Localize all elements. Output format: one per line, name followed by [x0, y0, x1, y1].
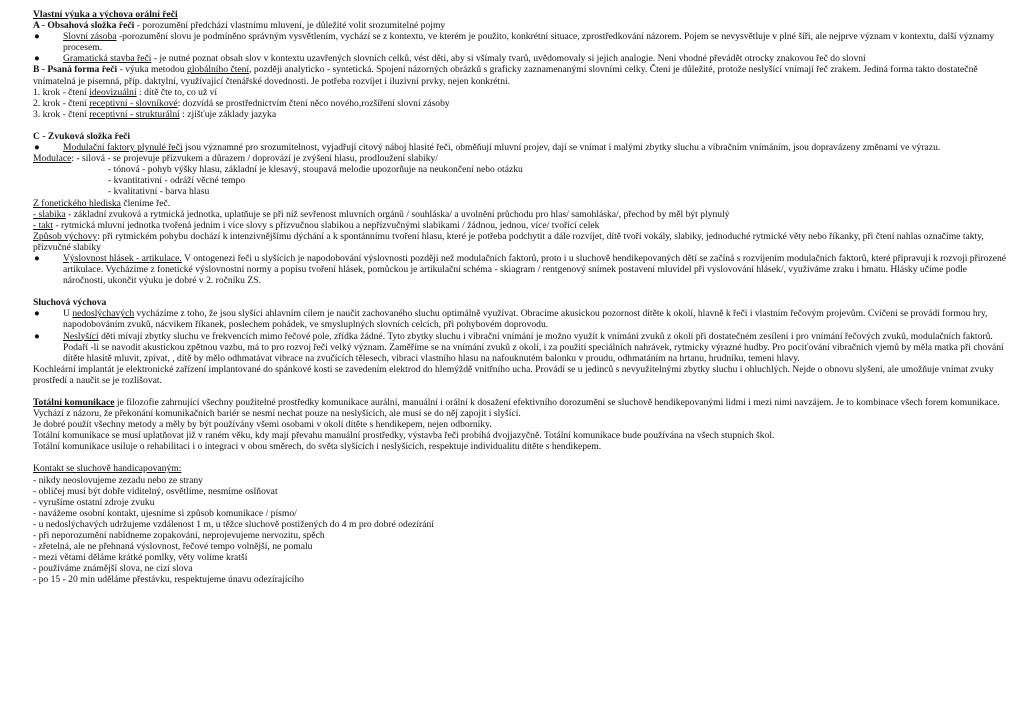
paragraph-modulace	[33, 153, 1008, 164]
list-item: - mezi větami děláme krátké pomlky, věty volíme kratší	[33, 552, 248, 564]
text-nedoslychavi: vycházíme z toho, že jsou slyšící ahlavním cílem je naučit zachovaného sluchu optimálně využívat. Obracíme akusickou pozornost dítěte k okolí, hlavně k řeči i vlastním řečovým projevům. Cvičení se provádí formou hry, napodobováním zvuků, nácvikem říkanek, poslechem pohádek, ve smysluplných slovních celcích, při pohybovém doprovodu.	[63, 308, 988, 331]
term-globalni-cteni: globálního čtení	[187, 64, 250, 76]
text-vyslovnost: V ontogenezi řeči u slyšících je napodobování výslovnosti později než modulačních faktorů, proto i u sluchově hendikepovaných dětí se začíná s rozvíjením modulačních faktorů, které připravují k rozvoji přirozené artikulace. Vycházíme z fonetické výslovnostní normy a popisu tvoření hlásek, pomůckou je artikulační schéma - skiagram / rentgenový snímek postavení mluvidel při vyslovování hlásek/, využíváme zraku i hmatu. Hlásky učíme podle náročnosti, ukončit výuku je dobré v 2. ročníku ZS.	[63, 252, 1007, 287]
text-zpusob-vychovy: : při rytmickém pohybu dochází k intenzivnějšímu dýchání a k spontánnímu tvoření hlasu, které je potřeba podchytit a dále rozvíjet, dítě tvoří vokály, slabiky, jednoduché rytmické věty nebo říkanky, při čtení nahlas označíme takty, přízvučné slabiky	[33, 230, 984, 253]
paragraph-slabika	[33, 209, 1008, 220]
text-psana-forma-1: - výuka metodou	[117, 64, 188, 76]
list-item: - používáme známější slova, ne cizí slova	[33, 563, 193, 575]
paragraph-takt	[33, 220, 1008, 231]
step-3	[33, 109, 1008, 120]
step-3-term: receptivní - strukturální	[89, 108, 180, 120]
paragraph-totalni-komunikace	[33, 397, 1008, 408]
paragraph-psana-forma	[33, 64, 1008, 86]
term-modulace: Modulace	[33, 153, 72, 165]
bullet-icon: ●	[34, 142, 40, 154]
heading-obsahova: A - Obsahová složka řeči	[33, 20, 135, 32]
list-item: - při neporozumění nabídneme zopakování, neprojevujeme nervozitu, spěch	[33, 530, 325, 542]
bullet-icon: ●	[34, 31, 40, 43]
bullet-neslysici	[33, 331, 1008, 364]
modulace-kvalitativni: - kvalitativní - barva hlasu	[108, 186, 210, 198]
bullet-vyslovnost	[33, 253, 1008, 286]
term-gramaticka-stavba: Gramatická stavba řeči	[63, 53, 152, 65]
term-slovni-zasoba: Slovní zásoba	[63, 31, 117, 43]
list-item: - vyrušíme ostatní zdroje zvuku	[33, 496, 155, 508]
bullet-nedoslychavi	[33, 308, 1008, 330]
text-totalni-3: Je dobré použít všechny metody a měly by být používány všemi osobami v okolí dítěte s hendikepem, nejen odborníky.	[33, 419, 492, 431]
step-3-text: : zjišťuje základy jazyka	[179, 108, 277, 120]
text-psana-forma-2: , později analyticko - syntetická. Spojení názorných obrázků s graficky zaznamenanými slovními celky. Čtení je důležité, protože neslyšící vnímají řeč zrakem. Jediná forma takto dostatečně vnímatelná je písemná, příp. daktylní, využívající čtenářské dovednosti. Je potřeba rozvíjet i iluzivní prvky, nejen konkrétní.	[33, 64, 978, 87]
text-modulace: : - silová - se projevuje přízvukem a důrazem / doprovází je zvýšení hlasu, prodloužení slabiky/	[71, 153, 438, 165]
step-2-label: 2. krok - čtení	[33, 97, 90, 109]
text-totalni-1: je filozofie zahrnující všechny použitelné prostředky komunikace aurální, manuální i orální k dosažení efektivního dorozumění se sluchově hendikepovanými lidmi i mezi nimi navzájem. Je to kombinace všech forem komunikace.	[114, 397, 1000, 408]
bullet-gramaticka-stavba	[33, 53, 1008, 64]
list-item: - u nedoslýchavých udržujeme vzdálenost 1 m, u těžce sluchově postižených do 4 m pro dobré odezírání	[33, 518, 434, 530]
section-title-vyuka: Vlastní výuka a výchova orální řeči	[33, 9, 178, 20]
text-totalni-4: Totální komunikace se musí uplatňovat již v raném věku, kdy mají převahu manuální prostředky, výstavba řeči probíhá dvojjazyčně. Totální komunikace bude používána na všech stupních škol.	[33, 430, 775, 442]
section-title-zvukova: C - Zvuková složka řeči	[33, 130, 131, 142]
bullet-icon: ●	[34, 330, 40, 342]
list-item: - po 15 - 20 min uděláme přestávku, respektujeme únavu odezírajícího	[33, 574, 304, 586]
step-2-term: receptivní - slovníkové	[89, 97, 178, 109]
step-1-term: ideovizuální	[89, 86, 137, 98]
term-modulacni-faktory: Modulační faktory plynulé řeči	[63, 142, 183, 154]
text-foneticke: členíme řeč.	[120, 197, 171, 209]
list-item: - navážeme osobní kontakt, ujesníme si způsob komunikace / písmo/	[33, 507, 297, 519]
modulace-tonova: - tónová - pohyb výšky hlasu, základní je klesavý, stoupavá melodie upozorňuje na neukončení nebo otázku	[108, 164, 523, 176]
term-foneticke-hledisko: Z fonetického hlediska	[33, 197, 121, 209]
text-totalni-5: Totální komunikace usiluje o rehabilitaci i o integraci v obou směrech, do světa slyšících i neslyšících, respektuje individualitu dítěte s hendikepem.	[33, 441, 602, 453]
list-item: - zřetelná, ale ne přehnaná výslovnost, řečové tempo volnější, ne pomalu	[33, 541, 313, 553]
modulace-kvantitativni: - kvantitativní - odráží věcné tempo	[108, 175, 246, 187]
step-1-text: : dítě čte to, co už ví	[136, 86, 218, 98]
step-1-label: 1. krok - čtení	[33, 86, 90, 98]
text-obsahova: - porozumění předchází vlastnímu mluvení, je důležité volit srozumitelné pojmy	[134, 20, 446, 32]
bullet-slovni-zasoba	[33, 31, 1008, 53]
paragraph-zpusob-vychovy	[33, 231, 1008, 253]
paragraph-kochlearni-implantat: Kochleární implantát je elektronické zařízení implantované do spánkové kosti se zavedením elektrod do hlemýždě vnitřního ucha. Provádí se u jedinců s nevyužitelnými zbytky sluchu i ohluchlých. Nejde o obnovu slyšení, ale umožňuje vnímat zvuky prostředí a naučit se je rozlišovat.	[33, 363, 994, 386]
document	[33, 9, 1008, 586]
step-2-text: : dozvídá se prostřednictvím čtení něco nového,rozšíření slovní zásoby	[177, 97, 450, 109]
text-gramaticka-stavba: - je nutné poznat obsah slov v kontextu uzavřených slovních celků, vést děti, aby si všímaly tvarů, uvědomovaly si jejich analogie. Není vhodné převádět otrocky znakovou řeč do slovní	[151, 53, 866, 65]
term-nedoslychavi: nedoslýchavých	[72, 308, 135, 320]
term-neslysici: Neslyšící	[63, 330, 99, 342]
paragraph-obsahova	[33, 20, 1008, 31]
step-3-label: 3. krok - čtení	[33, 108, 90, 120]
text-neslysici: děti mívají zbytky sluchu ve frekvencích mimo řečové pole, zřídka žádné. Tyto zbytky sluchu i vibrační vnímání je možno využít k vnímání zvuků z okolí při dostatečném zesílení i pro vnímání řečových zvuků, modulačních faktorů. Podaří -li se navodit akustickou zpětnou vazbu, má to pro rozvoj řeči velký význam. Zaměříme se na vnímání zvuků z okolí, i za použití speciálních nahrávek, rytmicky výrazné hudby. Pro pociťování vibračních vjemů by měla matka při chování dítěte hlasitě mluvit, zpívat, , dítě by mělo odhmatávat vibrace na zvučících tělesech, vibraci vlastního hlasu na nafouknutém balonku v proudu, odhmatáním na hrtanu, hrudníku, temeni hlavy.	[63, 330, 1004, 364]
bullet-icon: ●	[34, 308, 40, 320]
term-vyslovnost: Výslovnost hlásek - artikulace.	[63, 252, 182, 264]
bullet-modulacni-faktory	[33, 142, 1008, 153]
list-item: - obličej musí být dobře viditelný, osvětlíme, nesmíme oslňovat	[33, 485, 278, 497]
term-zpusob-vychovy: Způsob výchovy	[33, 230, 98, 242]
heading-psana-forma: B - Psaná forma řeči	[33, 64, 118, 76]
step-2	[33, 98, 1008, 109]
bullet-icon: ●	[34, 252, 40, 264]
bullet-icon: ●	[34, 53, 40, 65]
paragraph-foneticke	[33, 198, 1008, 209]
term-takt: - takt	[33, 219, 53, 231]
text-modulacni-faktory: jsou významné pro srozumitelnost, vyjadřují citový náboj hlasité řeči, obměňují mluvní projev, dají se vnímat i malými zbytky sluchu a vibračním vnímáním, jsou dopravázeny změnami ve výrazu.	[182, 142, 941, 154]
section-title-sluchova: Sluchová výchova	[33, 297, 107, 309]
text-totalni-2: Vychází z názoru, že překonání komunikačních bariér se nesmí nechat pouze na neslyšících, ale musí se do něj zapojit i slyšící.	[33, 408, 521, 420]
text-nedoslychavi-prefix: U	[63, 308, 73, 320]
term-slabika: - slabika	[33, 208, 66, 220]
text-slabika: - základní zvuková a rytmická jednotka, uplatňuje se při níž sevřenost mluvních orgánů / souhláska/ a uvolnění průchodu pro hlas/ samohláska/, přechod by měl být plynulý	[65, 208, 730, 220]
text-slovni-zasoba: -porozumění slovu je podmíněno správným vysvětlením, vychází se z kontextu, ve kterém je použito, konkrétní situace, zprostředkování názorem. Pojem se nevysvětluje v plné šíři, ale nejprve význam v kontextu, další významy procesem.	[63, 31, 995, 54]
list-item: - nikdy neoslovujeme zezadu nebo ze strany	[33, 474, 203, 486]
section-title-kontakt: Kontakt se sluchově handicapovaným:	[33, 463, 182, 475]
term-totalni-komunikace: Totální komunikace	[33, 397, 115, 408]
step-1	[33, 87, 1008, 98]
text-takt: - rytmická mluvní jednotka tvořená jedním i více slovy s přízvučnou slabikou a nepřízvučnými slabikami / žádnou, jednou, více/ tvořící celek	[52, 219, 600, 231]
